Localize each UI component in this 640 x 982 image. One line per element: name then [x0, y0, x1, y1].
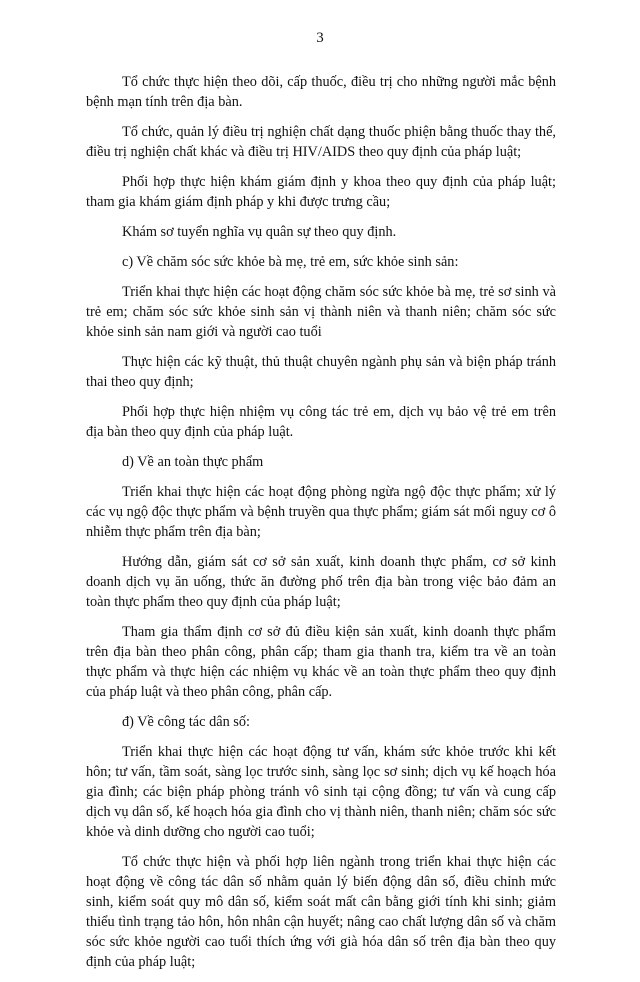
- paragraph: Phối hợp thực hiện nhiệm vụ công tác trẻ em, dịch vụ bảo vệ trẻ em trên địa bàn theo quy định của pháp luật.: [86, 404, 556, 440]
- paragraph: Triển khai thực hiện các hoạt động chăm sóc sức khỏe bà mẹ, trẻ sơ sinh và trẻ em; chăm sóc sức khỏe sinh sản vị thành niên và thanh niên; chăm sóc sức khỏe sinh sản nam giới và người cao tuổi: [86, 284, 556, 340]
- paragraph: Hướng dẫn, giám sát cơ sở sản xuất, kinh doanh thực phẩm, cơ sở kinh doanh dịch vụ ăn uống, thức ăn đường phố trên địa bàn trong việc bảo đảm an toàn thực phẩm theo quy định của pháp luật;: [86, 554, 556, 610]
- paragraph: Triển khai thực hiện các hoạt động tư vấn, khám sức khỏe trước khi kết hôn; tư vấn, tầm soát, sàng lọc trước sinh, sàng lọc sơ sinh; dịch vụ kế hoạch hóa gia đình; các biện pháp phòng tránh vô sinh tại cộng đồng; tư vấn và cung cấp dịch vụ dân số, kế hoạch hóa gia đình cho vị thành niên, thanh niên; chăm sóc sức khỏe và dinh dưỡng cho người cao tuổi;: [86, 744, 556, 840]
- document-body: [86, 72, 556, 982]
- section-heading-dd: đ) Về công tác dân số:: [122, 714, 250, 730]
- paragraph: Phối hợp thực hiện khám giám định y khoa theo quy định của pháp luật; tham gia khám giám định pháp y khi được trưng cầu;: [86, 174, 556, 210]
- paragraph: Khám sơ tuyển nghĩa vụ quân sự theo quy định.: [122, 224, 397, 240]
- paragraph: Tổ chức thực hiện và phối hợp liên ngành trong triển khai thực hiện các hoạt động về công tác dân số nhằm quản lý biến động dân số, điều chỉnh mức sinh, kiểm soát quy mô dân số, kiểm soát mất cân bằng giới tính khi sinh; giảm thiểu tình trạng tảo hôn, hôn nhân cận huyết; nâng cao chất lượng dân số và chăm sóc sức khỏe người cao tuổi thích ứng với già hóa dân số trên địa bàn theo quy định của pháp luật;: [86, 854, 556, 970]
- section-heading-d: d) Về an toàn thực phẩm: [122, 454, 264, 470]
- paragraph: Tham gia thẩm định cơ sở đủ điều kiện sản xuất, kinh doanh thực phẩm trên địa bàn theo phân công, phân cấp; tham gia thanh tra, kiểm tra về an toàn thực phẩm và thực hiện các nhiệm vụ khác về an toàn thực phẩm theo quy định của pháp luật và theo phân công, phân cấp.: [86, 624, 556, 700]
- paragraph: Tổ chức, quản lý điều trị nghiện chất dạng thuốc phiện bằng thuốc thay thế, điều trị nghiện chất khác và điều trị HIV/AIDS theo quy định của pháp luật;: [86, 124, 556, 160]
- paragraph: Tổ chức thực hiện theo dõi, cấp thuốc, điều trị cho những người mắc bệnh bệnh mạn tính trên địa bàn.: [86, 74, 556, 110]
- page-number: 3: [316, 30, 324, 46]
- paragraph: Thực hiện các kỹ thuật, thủ thuật chuyên ngành phụ sản và biện pháp tránh thai theo quy định;: [86, 354, 556, 390]
- section-heading-c: c) Về chăm sóc sức khỏe bà mẹ, trẻ em, sức khỏe sinh sản:: [122, 254, 459, 270]
- paragraph: Triển khai thực hiện các hoạt động phòng ngừa ngộ độc thực phẩm; xử lý các vụ ngộ độc thực phẩm và bệnh truyền qua thực phẩm; giám sát mối nguy cơ ô nhiễm thực phẩm trên địa bàn;: [86, 484, 556, 540]
